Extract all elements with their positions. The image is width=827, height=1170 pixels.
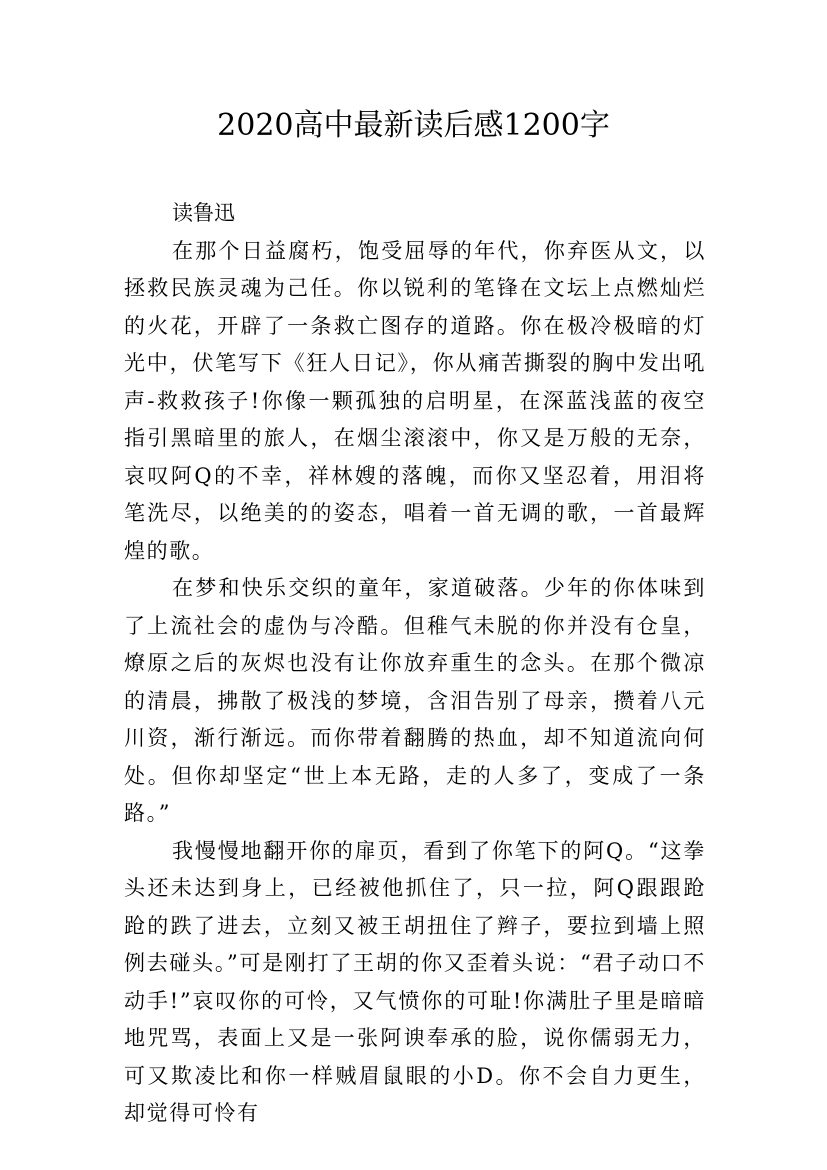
paragraph: 在那个日益腐朽，饱受屈辱的年代，你弃医从文，以拯救民族灵魂为己任。你以锐利的笔锋在文坛上点燃灿烂的火花，开辟了一条救亡图存的道路。你在极冷极暗的灯光中，伏笔写下《狂人日记》，你从痛苦撕裂的胸中发出吼声-救救孩子!你像一颗孤独的启明星，在深蓝浅蓝的夜空指引黑暗里的旅人，在烟尘滚滚中，你又是万般的无奈，哀叹阿Q的不幸，祥林嫂的落魄，而你又坚忍着，用泪将笔洗尽，以绝美的的姿态，唱着一首无调的歌，一首最辉煌的歌。 bbox=[124, 238, 706, 563]
document-subtitle: 读鲁迅 bbox=[172, 201, 235, 225]
document-body bbox=[124, 195, 706, 1133]
paragraph: 我慢慢地翻开你的扉页，看到了你笔下的阿Q。“这拳头还未达到身上，已经被他抓住了，只一拉，阿Q跟跟跄跄的跌了进去，立刻又被王胡扭住了辫子，要拉到墙上照例去碰头。”可是刚打了王胡的你又歪着头说：“君子动口不动手!”哀叹你的可怜，又气愤你的可耻!你满肚子里是暗暗地咒骂，表面上又是一张阿谀奉承的脸，说你儒弱无力，可又欺凌比和你一样贼眉鼠眼的小D。你不会自力更生，却觉得可怜有 bbox=[124, 838, 706, 1125]
document-title: 2020高中最新读后感1200字 bbox=[217, 108, 610, 143]
paragraph: 在梦和快乐交织的童年，家道破落。少年的你体味到了上流社会的虚伪与冷酷。但稚气未脱的你并没有仓皇，燎原之后的灰烬也没有让你放弃重生的念头。在那个微凉的清晨，拂散了极浅的梦境，含泪告别了母亲，攒着八元川资，渐行渐远。而你带着翻腾的热血，却不知道流向何处。但你却坚定“世上本无路，走的人多了，变成了一条路。” bbox=[124, 576, 706, 825]
